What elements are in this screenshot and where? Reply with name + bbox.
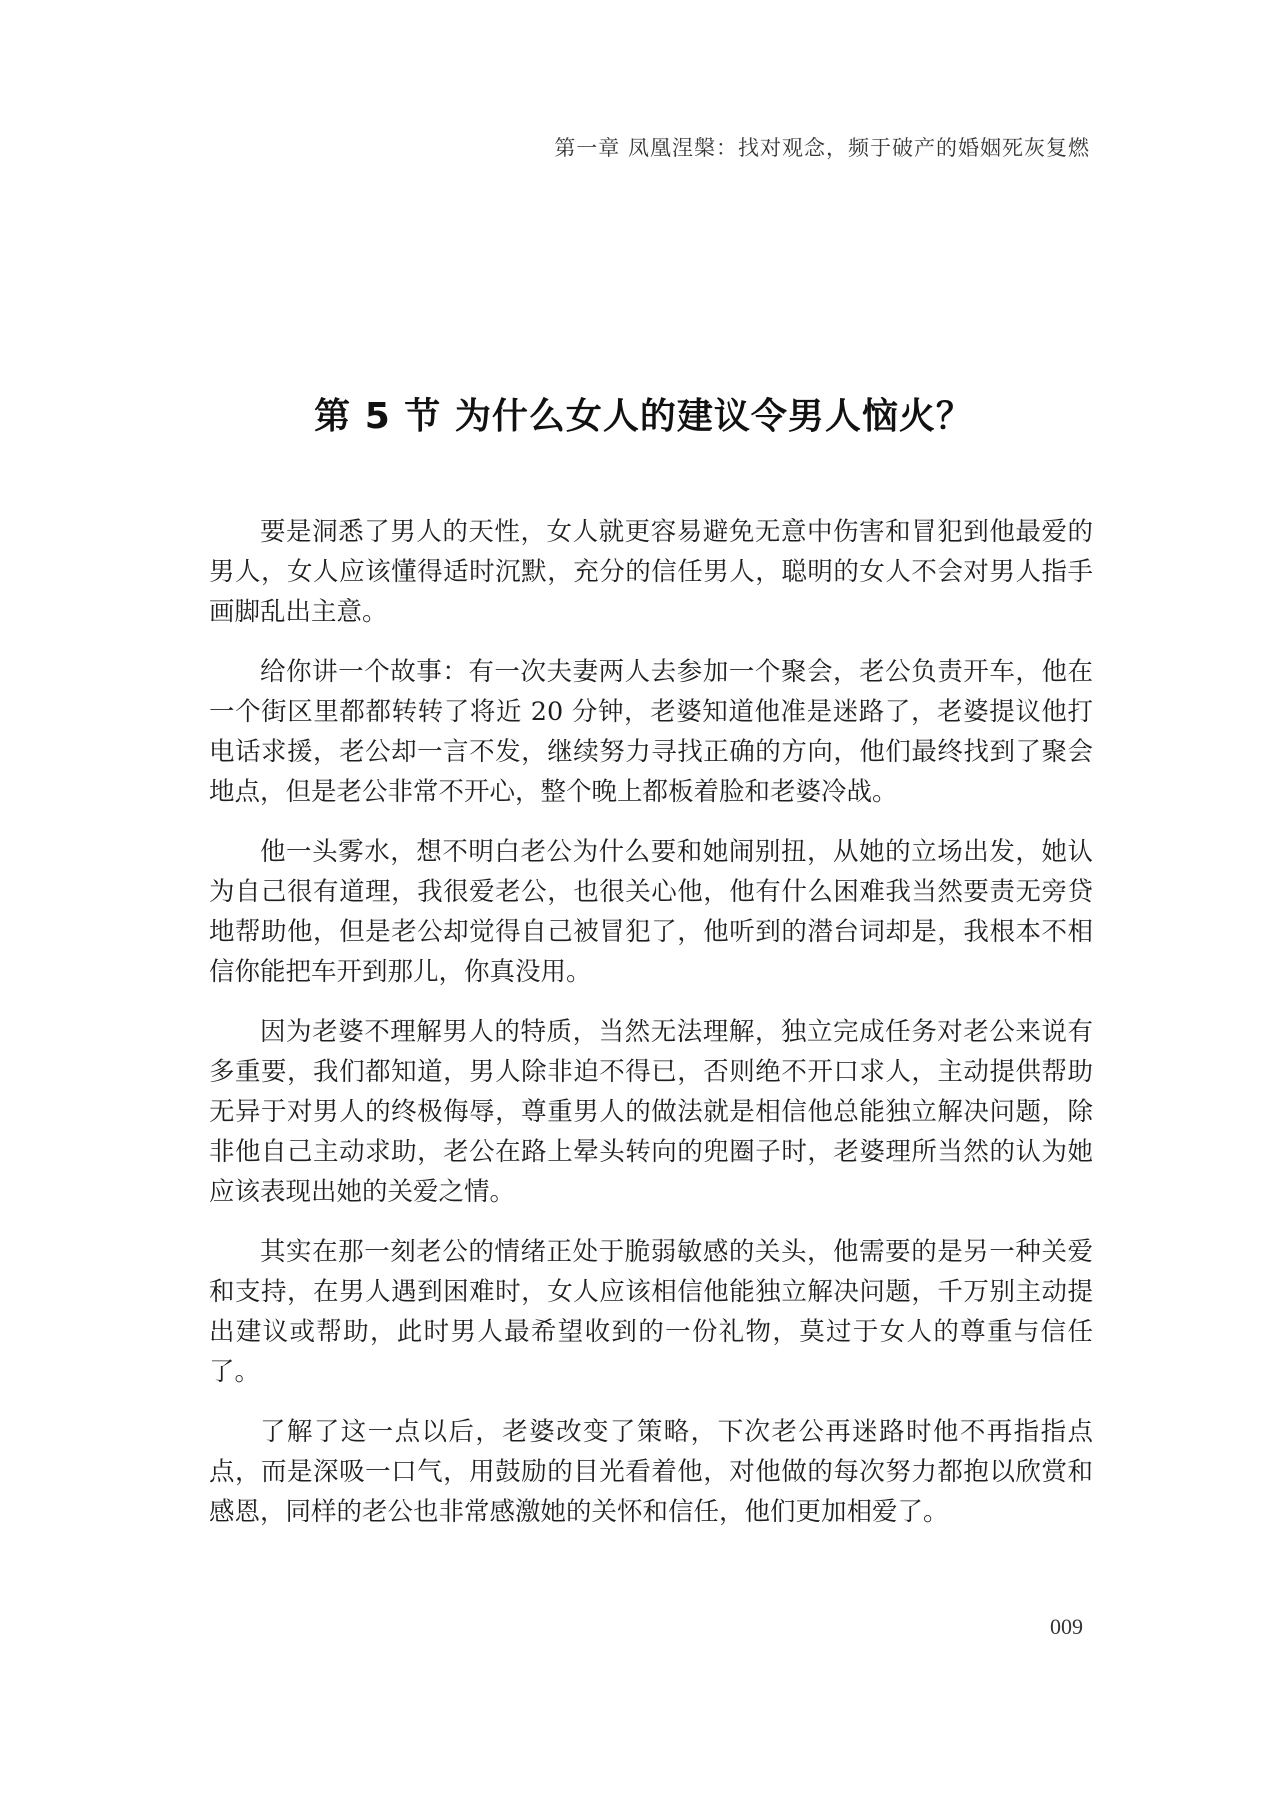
page-number: 009: [1050, 1614, 1083, 1639]
paragraph-6: 了解了这一点以后，老婆改变了策略，下次老公再迷路时他不再指指点点，而是深吸一口气，用鼓励的目光看着他，对他做的每次努力都抱以欣赏和感恩，同样的老公也非常感激她的关怀和信任，他们更加相爱了。: [209, 1417, 1093, 1527]
body-text: [209, 512, 1093, 1552]
running-header: 第一章 凤凰涅槃：找对观念，频于破产的婚姻死灰复燃: [554, 136, 1090, 160]
paragraph-4: 因为老婆不理解男人的特质，当然无法理解，独立完成任务对老公来说有多重要，我们都知道，男人除非迫不得已，否则绝不开口求人，主动提供帮助无异于对男人的终极侮辱，尊重男人的做法就是相信他总能独立解决问题，除非他自己主动求助，老公在路上晕头转向的兜圈子时，老婆理所当然的认为她应该表现出她的关爱之情。: [209, 1017, 1093, 1207]
paragraph-3: 他一头雾水，想不明白老公为什么要和她闹别扭，从她的立场出发，她认为自己很有道理，我很爱老公，也很关心他，他有什么困难我当然要责无旁贷地帮助他，但是老公却觉得自己被冒犯了，他听到的潜台词却是，我根本不相信你能把车开到那儿，你真没用。: [209, 837, 1093, 987]
section-title: 第 5 节 为什么女人的建议令男人恼火？: [314, 396, 973, 437]
paragraph-1: 要是洞悉了男人的天性，女人就更容易避免无意中伤害和冒犯到他最爱的男人，女人应该懂得适时沉默，充分的信任男人，聪明的女人不会对男人指手画脚乱出主意。: [209, 517, 1093, 627]
paragraph-2: 给你讲一个故事：有一次夫妻两人去参加一个聚会，老公负责开车，他在一个街区里都都转转了将近 20 分钟，老婆知道他准是迷路了，老婆提议他打电话求援，老公却一言不发，继续努力寻找正确的方向，他们最终找到了聚会地点，但是老公非常不开心，整个晚上都板着脸和老婆冷战。: [209, 657, 1093, 807]
paragraph-5: 其实在那一刻老公的情绪正处于脆弱敏感的关头，他需要的是另一种关爱和支持，在男人遇到困难时，女人应该相信他能独立解决问题，千万别主动提出建议或帮助，此时男人最希望收到的一份礼物，莫过于女人的尊重与信任了。: [209, 1237, 1093, 1387]
